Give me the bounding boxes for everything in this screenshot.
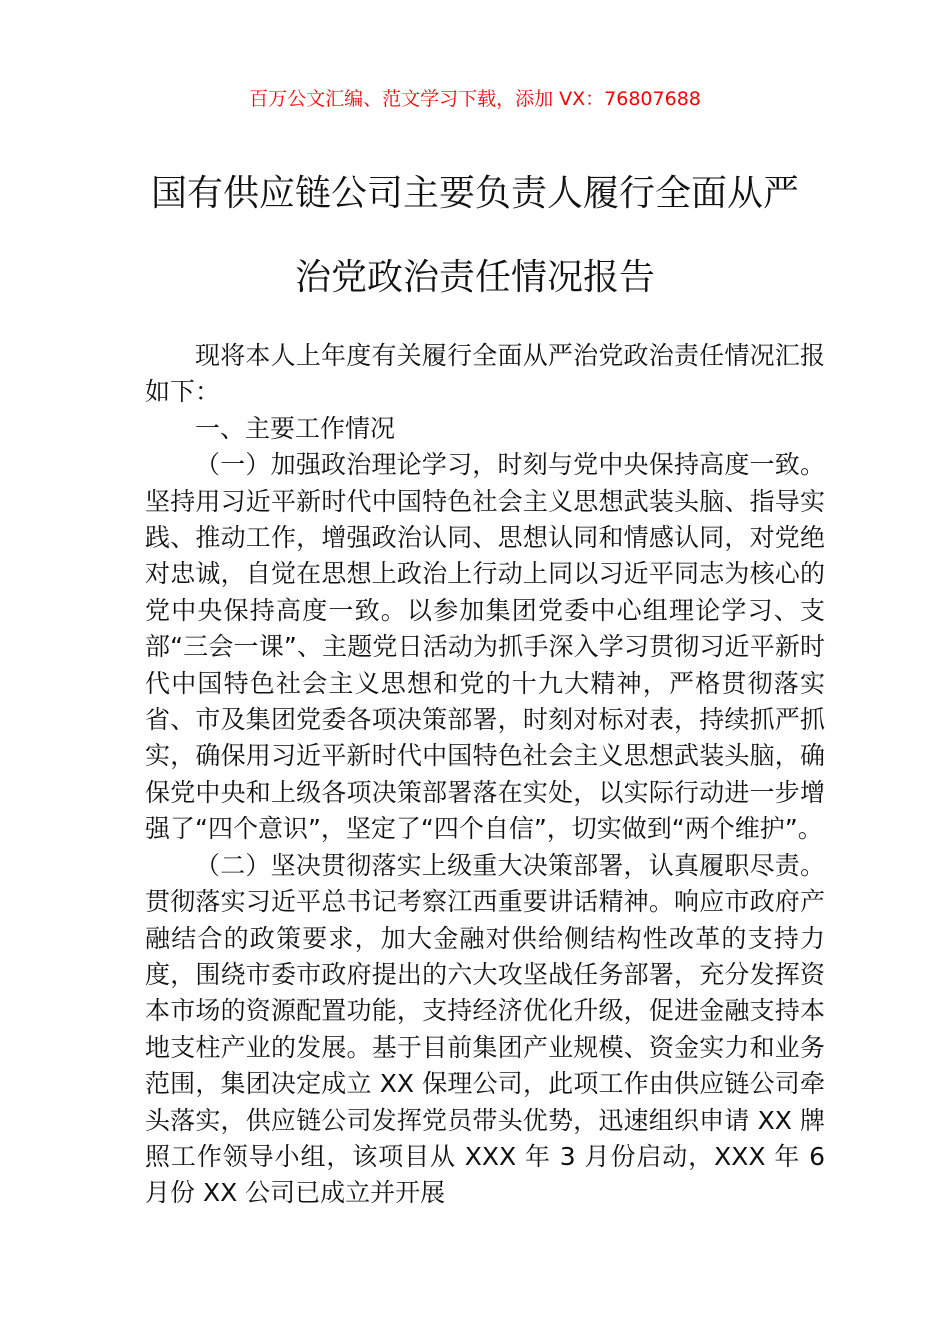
title-line-2: 治党政治责任情况报告	[294, 257, 655, 298]
document-title	[120, 152, 830, 320]
title-line-1: 国有供应链公司主要负责人履行全面从严	[150, 173, 799, 214]
promo-banner: 百万公文汇编、范文学习下载，添加 VX：76807688	[249, 88, 701, 110]
body-paragraph: （二）坚决贯彻落实上级重大决策部署，认真履职尽责。贯彻落实习近平总书记考察江西重要讲话精神。响应市政府产融结合的政策要求，加大金融对供给侧结构性改革的支持力度，围绕市委市政府提出的六大攻坚战任务部署，充分发挥资本市场的资源配置功能，支持经济优化升级，促进金融支持本地支柱产业的发展。基于目前集团产业规模、资金实力和业务范围，集团决定成立 XX 保理公司，此项工作由供应链公司牵头落实，供应链公司发挥党员带头优势，迅速组织申请 XX 牌照工作领导小组，该项目从 XXX 年 3 月份启动，XXX 年 6 月份 XX 公司已成立并开展	[145, 850, 825, 1208]
document-body	[145, 338, 825, 1212]
intro-paragraph: 现将本人上年度有关履行全面从严治党政治责任情况汇报如下：	[145, 341, 825, 407]
section-heading: 一、主要工作情况	[195, 413, 396, 443]
body-paragraph: （一）加强政治理论学习，时刻与党中央保持高度一致。坚持用习近平新时代中国特色社会主义思想武装头脑、指导实践、推动工作，增强政治认同、思想认同和情感认同，对党绝对忠诚，自觉在思想上政治上行动上同以习近平同志为核心的党中央保持高度一致。以参加集团党委中心组理论学习、支部“三会一课”、主题党日活动为抓手深入学习贯彻习近平新时代中国特色社会主义思想和党的十九大精神，严格贯彻落实省、市及集团党委各项决策部署，时刻对标对表，持续抓严抓实，确保用习近平新时代中国特色社会主义思想武装头脑，确保党中央和上级各项决策部署落在实处，以实际行动进一步增强了“四个意识”，坚定了“四个自信”，切实做到“两个维护”。	[145, 450, 825, 844]
